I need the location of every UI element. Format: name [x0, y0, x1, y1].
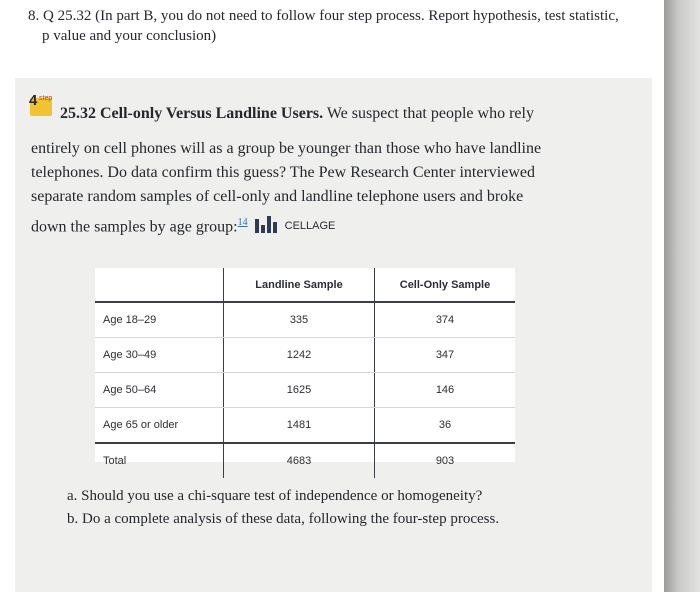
table-row: [95, 373, 515, 408]
dataset-label[interactable]: CELLAGE: [284, 220, 336, 233]
problem-text-4: separate random samples of cell-only and landline telephone users and broke: [31, 188, 524, 205]
part-a-question: a. Should you use a chi-square test of independence or homogeneity?: [67, 488, 483, 504]
question-line-2: p value and your conclusion): [42, 28, 217, 44]
table-row: [95, 302, 515, 338]
part-b-question: b. Do a complete analysis of these data, following the four-step process.: [67, 511, 500, 527]
problem-title-line: [60, 103, 534, 125]
cell-only-value: 36: [375, 408, 516, 444]
table-row: [95, 408, 515, 444]
badge-number: 4: [29, 92, 38, 109]
landline-value: 335: [224, 302, 375, 338]
header-corner: [95, 268, 224, 302]
cell-only-value: 374: [375, 302, 516, 338]
question-line-1: 8. Q 25.32 (In part B, you do not need to follow four step process. Report hypothesis, test statistic,: [28, 8, 619, 24]
cell-only-value: 347: [375, 338, 516, 373]
landline-value: 1481: [224, 408, 375, 444]
row-label: Age 65 or older: [95, 408, 224, 444]
table-header-row: [95, 268, 515, 302]
dataset-bar-chart-icon[interactable]: [254, 215, 280, 233]
page-edge-shadow: [664, 0, 700, 592]
four-step-badge-icon: [28, 94, 56, 118]
landline-value: 1625: [224, 373, 375, 408]
age-group-table: [95, 268, 515, 467]
badge-label: step: [39, 95, 53, 102]
problem-text-3: telephones. Do data confirm this guess? The Pew Research Center interviewed: [31, 164, 535, 181]
problem-text-1: We suspect that people who rely: [323, 105, 534, 122]
table-row: [95, 338, 515, 373]
landline-value: 1242: [224, 338, 375, 373]
header-cell-only: Cell-Only Sample: [375, 268, 516, 302]
table-total-row: [95, 443, 515, 478]
header-landline: Landline Sample: [224, 268, 375, 302]
row-label: Age 50–64: [95, 373, 224, 408]
row-label: Age 30–49: [95, 338, 224, 373]
footnote-link[interactable]: 14: [237, 217, 248, 228]
problem-title: 25.32 Cell-only Versus Landline Users.: [60, 105, 324, 122]
landline-total: 4683: [224, 443, 375, 478]
problem-text-5: down the samples by age group:: [31, 218, 238, 236]
question-header: [28, 6, 648, 46]
cell-only-value: 146: [375, 373, 516, 408]
problem-text-5-line: [31, 212, 335, 238]
row-label: Age 18–29: [95, 302, 224, 338]
cell-only-total: 903: [375, 443, 516, 478]
total-label: Total: [95, 443, 224, 478]
problem-text-2: entirely on cell phones will as a group be younger than those who have landline: [31, 140, 542, 157]
